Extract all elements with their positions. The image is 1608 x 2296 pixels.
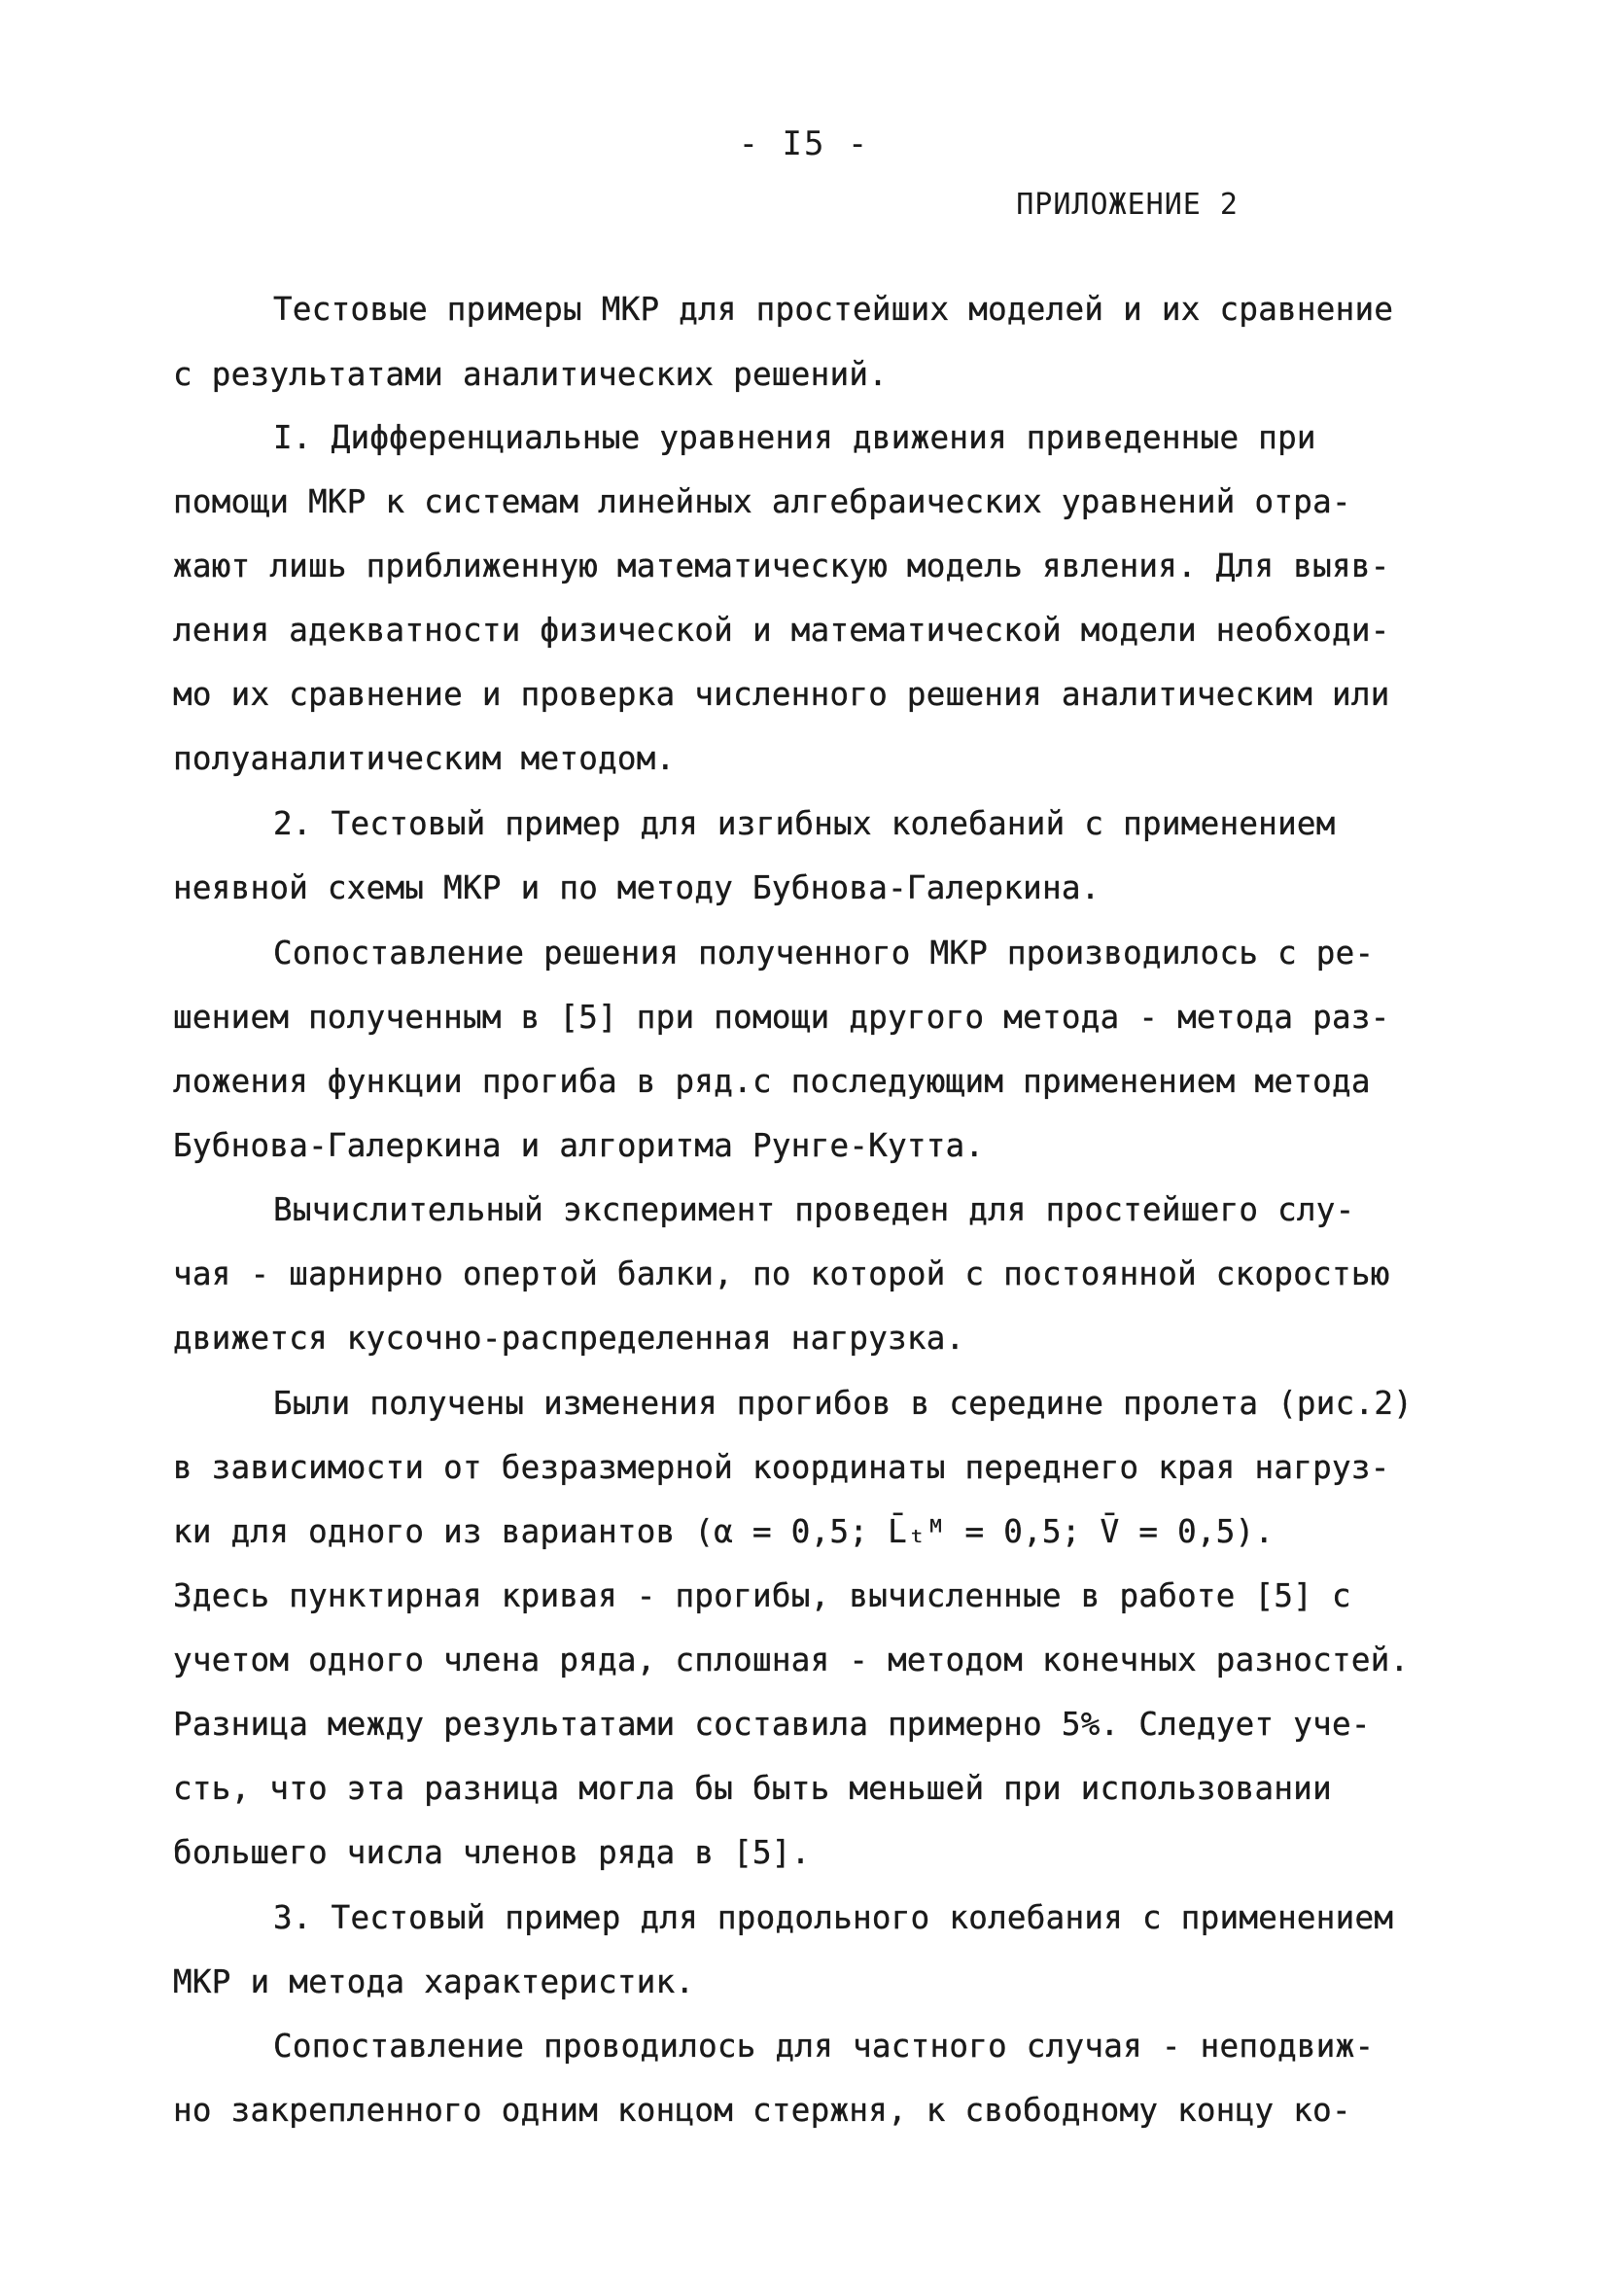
paragraph-line: Были получены изменения прогибов в середине пролета (рис.2) xyxy=(273,1385,1414,1422)
paragraph-line: 3. Тестовый пример для продольного колебания с применением xyxy=(273,1899,1394,1936)
paragraph-line: с результатами аналитических решений. xyxy=(173,356,889,393)
page-number: - I5 - xyxy=(738,124,870,163)
paragraph-line: движется кусочно-распределенная нагрузка. xyxy=(173,1320,965,1357)
paragraph-line: чая - шарнирно опертой балки, по которой с постоянной скоростью xyxy=(173,1255,1390,1292)
paragraph-line: шением полученным в [5] при помощи другого метода - метода раз- xyxy=(173,999,1390,1036)
paragraph-line: большего числа членов ряда в [5]. xyxy=(173,1834,811,1871)
paragraph-line: но закрепленного одним концом стержня, к свободному концу ко- xyxy=(173,2092,1351,2129)
paragraph-line: Разница между результатами составила примерно 5%. Следует уче- xyxy=(173,1706,1371,1743)
paragraph-line: в зависимости от безразмерной координаты переднего края нагруз- xyxy=(173,1449,1390,1486)
paragraph-line: Вычислительный эксперимент проведен для простейшего слу- xyxy=(273,1191,1355,1228)
paragraph-line: полуаналитическим методом. xyxy=(173,740,676,777)
paragraph-line: ления адекватности физической и математической модели необходи- xyxy=(173,612,1390,649)
paragraph-line: сть, что эта разница могла бы быть меньшей при использовании xyxy=(173,1770,1332,1807)
paragraph-line: помощи МКР к системам линейных алгебраических уравнений отра- xyxy=(173,483,1351,520)
paragraph-line: Бубнова-Галеркина и алгоритма Рунге-Кутта. xyxy=(173,1127,985,1164)
paragraph-line: жают лишь приближенную математическую модель явления. Для выяв- xyxy=(173,548,1390,584)
paragraph-line: учетом одного члена ряда, сплошная - методом конечных разностей. xyxy=(173,1642,1410,1678)
paragraph-line: 2. Тестовый пример для изгибных колебаний с применением xyxy=(273,805,1336,842)
paragraph-line: Здесь пунктирная кривая - прогибы, вычисленные в работе [5] с xyxy=(173,1577,1351,1614)
paragraph-line: мо их сравнение и проверка численного решения аналитическим или xyxy=(173,676,1390,713)
paragraph-line: Тестовые примеры МКР для простейших моделей и их сравнение xyxy=(273,291,1394,328)
paragraph-line: МКР и метода характеристик. xyxy=(173,1963,695,2000)
paragraph-line: ложения функции прогиба в ряд.с последующим применением метода xyxy=(173,1063,1371,1100)
paragraph-line: Сопоставление проводилось для частного случая - неподвиж- xyxy=(273,2028,1375,2065)
paragraph-line: ки для одного из вариантов (α = 0,5; L̄ₜᴹ = 0,5; V̄ = 0,5). xyxy=(173,1513,1275,1550)
paragraph-line: I. Дифференциальные уравнения движения приведенные при xyxy=(273,419,1316,456)
paragraph-line: Сопоставление решения полученного МКР производилось с ре- xyxy=(273,935,1375,971)
appendix-title: ПРИЛОЖЕНИЕ 2 xyxy=(1016,188,1239,222)
paragraph-line: неявной схемы МКР и по методу Бубнова-Галеркина. xyxy=(173,869,1101,906)
